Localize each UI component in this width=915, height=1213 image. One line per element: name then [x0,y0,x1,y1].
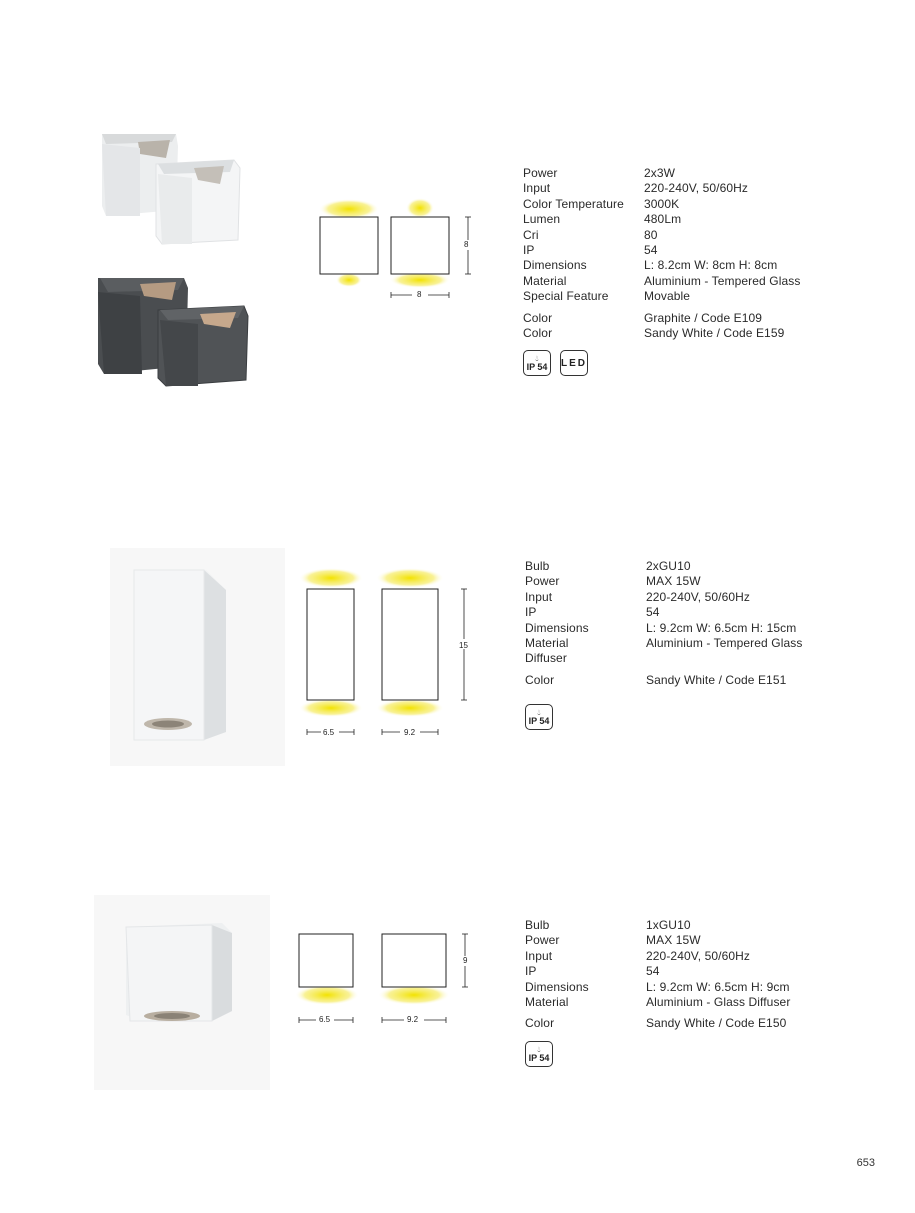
dimension-width-label: 8 [417,290,422,299]
spec-row: Power MAX 15W [525,574,701,589]
spec-row: Power MAX 15W [525,933,701,948]
spec-table [525,559,802,688]
spec-row: Lumen 480Lm [523,212,682,227]
technical-drawing-tall [294,565,479,745]
spec-row: Color Temperature 3000K [523,196,680,211]
dimension-height-label: 15 [459,641,468,650]
spec-table [525,918,790,1032]
product-photo-cube-lights [80,128,265,393]
ip54-badge: 💧︎ IP 54 [525,704,553,730]
spec-row: Material Aluminium - Tempered Glass [525,636,803,651]
dimension-width-label: 6.5 [319,1015,331,1024]
product-photo-tall-light [110,548,285,766]
spec-row: Input 220-240V, 50/60Hz [525,589,751,604]
spec-row: Cri 80 [523,227,658,242]
spec-row: Dimensions L: 9.2cm W: 6.5cm H: 9cm [525,979,790,994]
color-row: Color Sandy White / Code E159 [523,326,785,341]
spec-row: Dimensions L: 9.2cm W: 6.5cm H: 15cm [525,620,797,635]
spec-row: Diffuser [525,651,567,666]
water-drop-icon: 💧︎ [535,354,539,363]
technical-drawing-cube [310,192,480,304]
spec-row: Input 220-240V, 50/60Hz [523,181,749,196]
water-drop-icon: 💧︎ [537,1045,541,1054]
color-row: Color Sandy White / Code E151 [525,672,787,687]
spec-table [523,166,800,341]
spec-row: Bulb 1xGU10 [525,918,691,932]
page-number: 653 [856,1157,875,1169]
color-row: Color Graphite / Code E109 [523,310,763,325]
ip54-badge: 💧︎ IP 54 [525,1041,553,1067]
product-photo-short-light [94,895,270,1090]
dimension-height-label: 9 [463,956,468,965]
spec-row: Material Aluminium - Tempered Glass [523,273,801,288]
dimension-width-label: 9.2 [407,1015,419,1024]
led-badge: LED [560,350,588,376]
spec-row: Dimensions L: 8.2cm W: 8cm H: 8cm [523,258,778,273]
color-row: Color Sandy White / Code E150 [525,1016,787,1031]
dimension-width-label: 6.5 [323,728,335,737]
spec-row: IP 54 [525,605,660,620]
spec-row: Power 2x3W [523,166,676,180]
spec-row: Material Aluminium - Glass Diffuser [525,995,791,1010]
spec-row: IP 54 [525,964,660,979]
spec-row: IP 54 [523,243,658,258]
spec-row: Bulb 2xGU10 [525,559,691,573]
ip54-badge: 💧︎ IP 54 [523,350,551,376]
spec-row: Input 220-240V, 50/60Hz [525,948,751,963]
dimension-width-label: 9.2 [404,728,416,737]
water-drop-icon: 💧︎ [537,708,541,717]
spec-row: Special Feature Movable [523,289,691,304]
dimension-height-label: 8 [464,240,469,249]
